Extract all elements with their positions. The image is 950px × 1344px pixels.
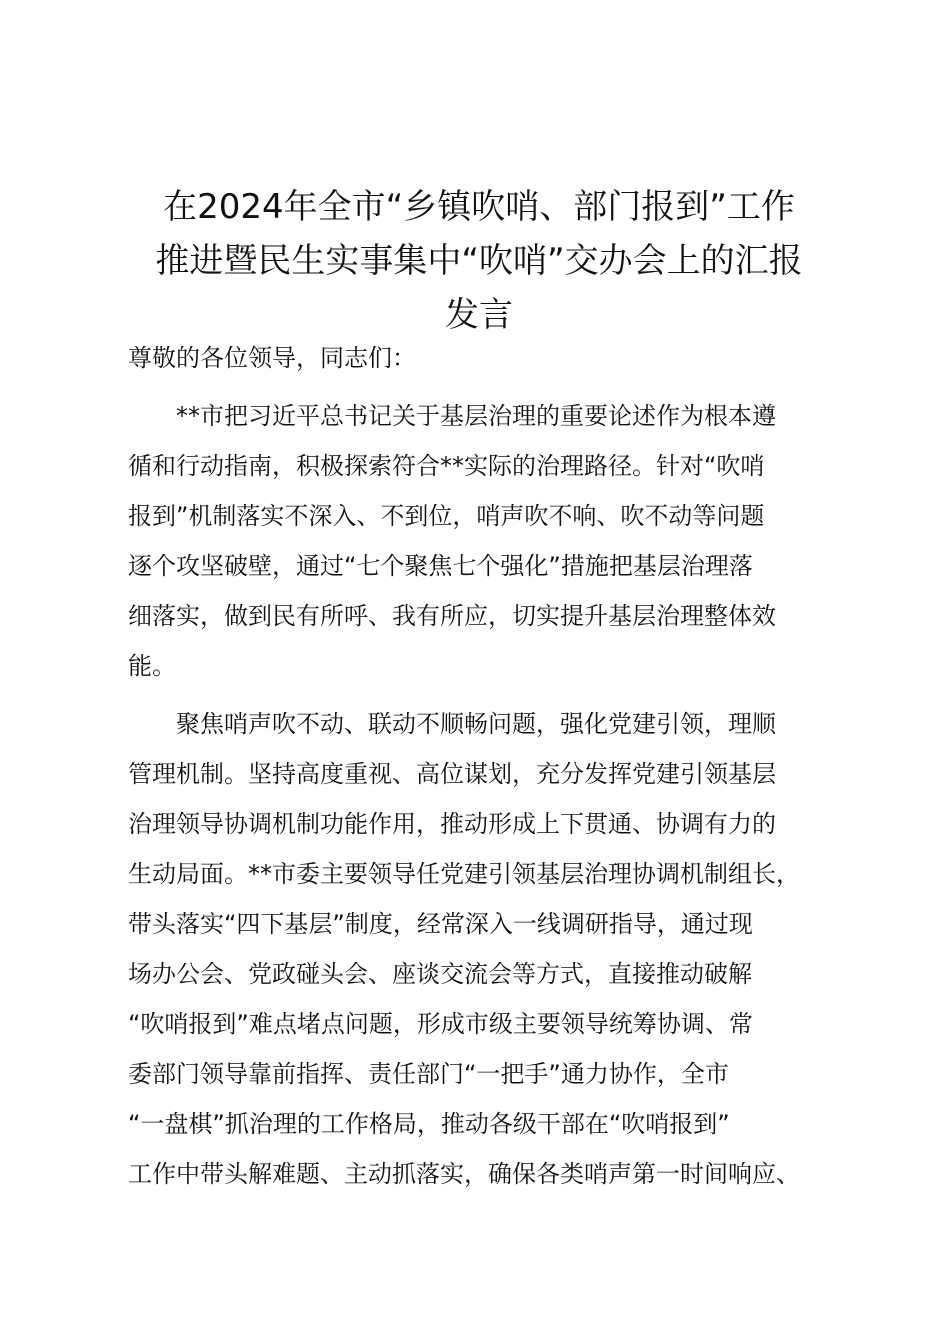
salutation: 尊敬的各位领导，同志们： <box>128 344 416 372</box>
paragraph-1 <box>128 391 848 691</box>
paragraph-line: 能。 <box>128 652 176 680</box>
paragraph-line: 报到”机制落实不深入、不到位，哨声吹不响、吹不动等问题 <box>128 502 765 530</box>
paragraph-2 <box>128 699 848 1199</box>
paragraph-line: 工作中带头解难题、主动抓落实，确保各类哨声第一时间响应、 <box>128 1160 800 1188</box>
document-body <box>128 333 848 1199</box>
paragraph-line: 循和行动指南，积极探索符合**实际的治理路径。针对“吹哨 <box>128 452 765 480</box>
paragraph-line: **市把习近平总书记关于基层治理的重要论述作为根本遵 <box>128 402 776 430</box>
paragraph-line: 逐个攻坚破壁，通过“七个聚焦七个强化”措施把基层治理落 <box>128 552 753 580</box>
paragraph-line: 管理机制。坚持高度重视、高位谋划，充分发挥党建引领基层 <box>128 760 776 788</box>
paragraph-line: 场办公会、党政碰头会、座谈交流会等方式，直接推动破解 <box>128 960 752 988</box>
paragraph-line: 生动局面。**市委主要领导任党建引领基层治理协调机制组长， <box>128 860 800 888</box>
title-line: 在2024年全市“乡镇吹哨、部门报到”工作 <box>163 187 795 227</box>
paragraph-line: 聚焦哨声吹不动、联动不顺畅问题，强化党建引领，理顺 <box>128 710 776 738</box>
paragraph-line: 委部门领导靠前指挥、责任部门“一把手”通力协作，全市 <box>128 1060 729 1088</box>
paragraph-gap <box>128 383 848 391</box>
paragraph-line: “一盘棋”抓治理的工作格局，推动各级干部在“吹哨报到” <box>128 1110 730 1138</box>
title-line: 发言 <box>445 295 513 335</box>
paragraph-line: 带头落实“四下基层”制度，经常深入一线调研指导，通过现 <box>128 910 753 938</box>
title-line: 推进暨民生实事集中“吹哨”交办会上的汇报 <box>155 241 803 281</box>
paragraph-gap <box>128 691 848 699</box>
paragraph-line: 治理领导协调机制功能作用，推动形成上下贯通、协调有力的 <box>128 810 776 838</box>
paragraph-line: 细落实，做到民有所呼、我有所应，切实提升基层治理整体效 <box>128 602 776 630</box>
document-title <box>118 180 840 342</box>
paragraph-line: “吹哨报到”难点堵点问题，形成市级主要领导统筹协调、常 <box>128 1010 753 1038</box>
